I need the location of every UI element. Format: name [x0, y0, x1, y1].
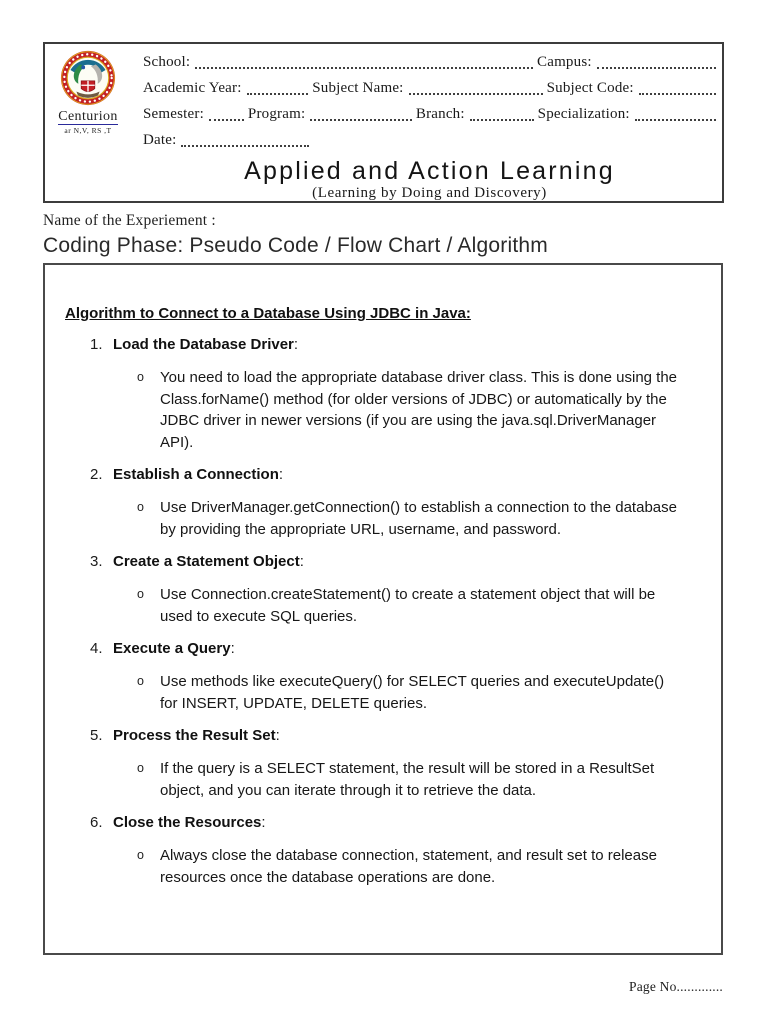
academic-year-blank — [247, 82, 309, 95]
algorithm-heading: Algorithm to Connect to a Database Using JDBC in Java: — [65, 305, 471, 322]
semester-label: Semester: — [143, 106, 204, 122]
step-detail: Use Connection.createStatement() to create a statement object that will be used to execute SQL queries. — [160, 586, 656, 625]
campus-blank — [597, 56, 716, 69]
date-label: Date: — [143, 132, 177, 148]
subject-code-label: Subject Code: — [546, 80, 634, 96]
bullet-marker: o — [137, 587, 144, 601]
step-number: 6. — [90, 814, 103, 831]
step-bullet — [65, 497, 685, 540]
header-form-fields — [131, 44, 722, 201]
experiment-title: Coding Phase: Pseudo Code / Flow Chart / Algorithm — [43, 234, 548, 257]
university-sub-text: ar N,V, RS ,T — [64, 126, 112, 135]
program-label: Program: — [247, 106, 306, 122]
algorithm-step-5 — [65, 727, 685, 801]
date-blank — [181, 134, 309, 147]
specialization-blank — [635, 108, 716, 121]
step-head — [65, 553, 685, 571]
algorithm-step-3 — [65, 553, 685, 627]
form-row-date — [143, 132, 716, 149]
step-title: Close the Resources: — [113, 814, 266, 831]
step-head — [65, 727, 685, 745]
bullet-marker: o — [137, 500, 144, 514]
university-logo-block — [45, 44, 131, 201]
bullet-marker: o — [137, 674, 144, 688]
step-detail: Always close the database connection, statement, and result set to release resources once the database operations are done. — [160, 847, 657, 886]
document-subtitle: (Learning by Doing and Discovery) — [312, 185, 547, 201]
form-row-school-campus — [143, 54, 716, 71]
branch-label: Branch: — [415, 106, 465, 122]
step-detail: You need to load the appropriate database driver class. This is done using the Class.forName() method (for older versions of JDBC) or automatically by the JDBC driver in newer versions (if you are using the java.sql.DriverManager API). — [160, 369, 678, 451]
bullet-marker: o — [137, 761, 144, 775]
academic-year-label: Academic Year: — [143, 80, 242, 96]
subject-code-blank — [639, 82, 716, 95]
algorithm-content-box — [43, 263, 723, 955]
step-number: 5. — [90, 727, 103, 744]
school-blank — [195, 56, 533, 69]
step-number: 3. — [90, 553, 103, 570]
algorithm-step-2 — [65, 466, 685, 540]
subject-name-blank — [409, 82, 543, 95]
university-name: Centurion — [58, 109, 118, 124]
experiment-name-label: Name of the Experiement : — [43, 212, 216, 229]
step-number: 4. — [90, 640, 103, 657]
step-bullet — [65, 367, 685, 453]
algorithm-step-6 — [65, 814, 685, 888]
step-number: 2. — [90, 466, 103, 483]
step-bullet — [65, 845, 685, 888]
step-title: Establish a Connection: — [113, 466, 284, 483]
step-head — [65, 466, 685, 484]
program-blank — [310, 108, 412, 121]
campus-label: Campus: — [537, 54, 592, 70]
page-number-label: Page No............. — [629, 979, 723, 994]
semester-blank — [209, 108, 244, 121]
header-form-box — [43, 42, 724, 203]
algorithm-step-4 — [65, 640, 685, 714]
step-detail: If the query is a SELECT statement, the result will be stored in a ResultSet object, and you can iterate through it to retrieve the data. — [160, 760, 655, 799]
step-title: Execute a Query: — [113, 640, 235, 657]
form-row-academic — [143, 80, 716, 97]
step-head — [65, 814, 685, 832]
bullet-marker: o — [137, 848, 144, 862]
school-label: School: — [143, 54, 191, 70]
step-title: Process the Result Set: — [113, 727, 280, 744]
step-title: Load the Database Driver: — [113, 336, 299, 353]
subject-name-label: Subject Name: — [312, 80, 404, 96]
step-detail: Use DriverManager.getConnection() to establish a connection to the database by providing the appropriate URL, username, and password. — [160, 499, 677, 538]
branch-blank — [470, 108, 534, 121]
step-head — [65, 336, 685, 354]
step-bullet — [65, 671, 685, 714]
document-title: Applied and Action Learning — [244, 157, 615, 185]
step-detail: Use methods like executeQuery() for SELECT queries and executeUpdate() for INSERT, UPDATE, DELETE queries. — [160, 673, 665, 712]
form-row-program — [143, 106, 716, 123]
algorithm-step-1 — [65, 336, 685, 453]
centurion-university-emblem-icon — [59, 49, 117, 107]
specialization-label: Specialization: — [537, 106, 630, 122]
step-bullet — [65, 584, 685, 627]
step-title: Create a Statement Object: — [113, 553, 304, 570]
step-head — [65, 640, 685, 658]
step-number: 1. — [90, 336, 103, 353]
bullet-marker: o — [137, 370, 144, 384]
step-bullet — [65, 758, 685, 801]
